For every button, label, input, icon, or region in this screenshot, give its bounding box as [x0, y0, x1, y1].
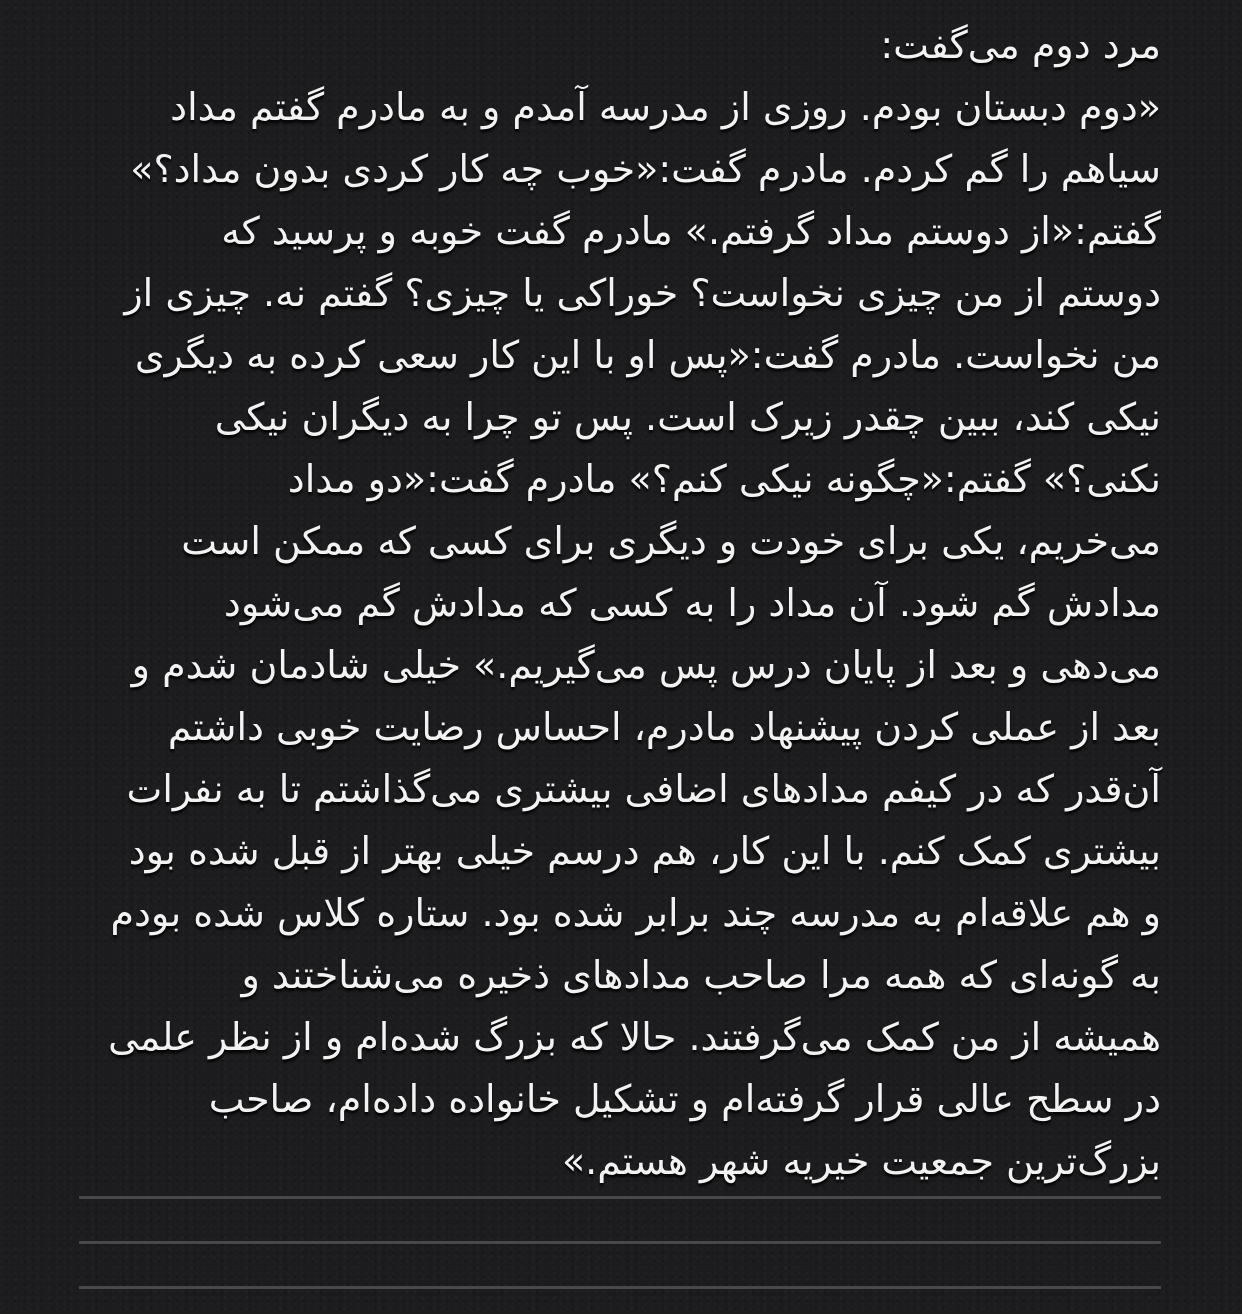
- note-line: نیکی کند، ببین چقدر زیرک است. پس تو چرا به دیگران نیکی: [214, 395, 1161, 439]
- note-line: همیشه از من کمک می‌گرفتند. حالا که بزرگ شده‌ام و از نظر علمی: [108, 1015, 1161, 1059]
- cut-off-previous-line: [79, 0, 1161, 6]
- note-line: مدادش گم شود. آن مداد را به کسی که مدادش گم می‌شود: [223, 581, 1161, 625]
- note-line: به گونه‌ای که همه مرا صاحب مدادهای ذخیره می‌شناختند و: [241, 953, 1161, 997]
- separator-line: [79, 1241, 1161, 1244]
- note-line: دوستم از من چیزی نخواست؟ خوراکی یا چیزی؟ گفتم نه. چیزی از: [124, 271, 1161, 315]
- note-line: می‌خریم، یکی برای خودت و دیگری برای کسی که ممکن است: [181, 519, 1161, 563]
- note-line: می‌دهی و بعد از پایان درس پس می‌گیریم.» خیلی شادمان شدم و: [131, 643, 1161, 687]
- note-line: بیشتری کمک کنم. با این کار، هم درسم خیلی بهتر از قبل شده بود: [128, 829, 1161, 873]
- note-line: مرد دوم می‌گفت:: [880, 23, 1161, 67]
- note-line: من نخواست. مادرم گفت:«پس او با این کار سعی کرده به دیگری: [134, 333, 1161, 377]
- note-line: «دوم دبستان بودم. روزی از مدرسه آمدم و به مادرم گفتم مداد: [170, 85, 1161, 129]
- note-line: نکنی؟» گفتم:«چگونه نیکی کنم؟» مادرم گفت:«دو مداد: [287, 457, 1161, 501]
- note-body[interactable]: [79, 0, 1161, 1314]
- separator-line: [79, 1196, 1161, 1199]
- note-line: بعد از عملی کردن پیشنهاد مادرم، احساس رضایت خوبی داشتم: [167, 705, 1161, 749]
- note-line: بزرگ‌ترین جمعیت خیریه شهر هستم.»: [561, 1139, 1161, 1183]
- note-line: سیاهم را گم کردم. مادرم گفت:«خوب چه کار کردی بدون مداد؟»: [130, 147, 1161, 191]
- note-line: در سطح عالی قرار گرفته‌ام و تشکیل خانواده داده‌ام، صاحب: [208, 1077, 1161, 1121]
- note-line: آن‌قدر که در کیفم مدادهای اضافی بیشتری می‌گذاشتم تا به نفرات: [126, 767, 1161, 811]
- note-line: و هم علاقه‌ام به مدرسه چند برابر شده بود. ستاره کلاس شده بودم: [110, 891, 1161, 935]
- note-line: گفتم:«از دوستم مداد گرفتم.» مادرم گفت خوبه و پرسید که: [221, 209, 1161, 253]
- separator-line: [79, 1286, 1161, 1289]
- note-text[interactable]: [79, 14, 1161, 1192]
